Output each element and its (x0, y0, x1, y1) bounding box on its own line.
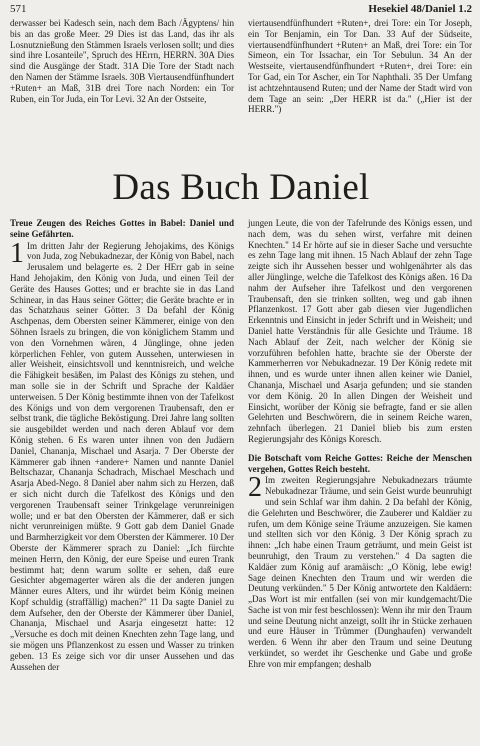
chapter-number-1: 1 (10, 237, 24, 269)
page-header (10, 0, 472, 18)
hesekiel-left-text: derwasser bei Kadesch sein, nach dem Bach /Ägyptens/ hin bis an das große Meer. 29 Dies ist das Land, das ihr als Losnutznießung den Stämmen Israels verlosen sollt; und dies sind ihre Losanteile", Spruch des HErrn, HERRN. 30A Dies sind die Ausgänge der Stadt. 31A Die Tore der Stadt nach den Namen der Stämme Israels. 30B Viertausendfünfhundert +Ruten+ an Maß, 31B drei Tore nach Norden: ein Tor Ruben, ein Tor Juda, ein Tor Levi. 32 An der Ostseite, (10, 18, 234, 104)
section-heading-1: Treue Zeugen des Reiches Gottes in Babel: Daniel und seine Gefährten. (10, 218, 234, 239)
section-heading-2: Die Botschaft vom Reiche Gottes: Reiche der Menschen vergehen, Gottes Reich besteht. (248, 452, 472, 474)
daniel-left-column (10, 218, 234, 746)
hesekiel-right-column (248, 18, 472, 158)
daniel-right-column (248, 218, 472, 746)
chapter-number-2: 2 (248, 472, 262, 504)
hesekiel-left-column (10, 18, 234, 158)
bible-page (10, 0, 472, 719)
hesekiel-right-text: viertausendfünfhundert +Ruten+, drei Tore: ein Tor Joseph, ein Tor Benjamin, ein Tor Dan. 33 Auf der Südseite, viertausendfünfhundert +Ruten+ an Maß, drei Tore: ein Tor Simeon, ein Tor Issachar, ein Tor Sebulun. 34 An der Westseite, viertausendfünfhundert +Ruten+, drei Tore: ein Tor Gad, ein Tor Ascher, ein Tor Naphthali. 35 Der Umfang ist achtzehntausend Ruten; und der Name der Stadt wird von dem Tage an sein: „Der HERR ist da." („Hier ist der HERR.") (248, 18, 472, 115)
chapter-1-paragraph (10, 237, 234, 673)
chapter-1-text-left: Im dritten Jahr der Regierung Jehojakims, des Königs von Juda, zog Nebukadnezar, der König von Babel, nach Jerusalem und belagerte es. 2 Der HErr gab in seine Hand Jehojakim, den König von Juda, und einen Teil der Geräte des Hauses Gottes; und er brachte sie in das Land Schinear, in das Haus seiner Götter; die Geräte brachte er in das Schatzhaus seiner Götter. 3 Da befahl der König Aschpenas, dem Obersten seiner Kämmerer, einige von den Söhnen Israels zu bringen, die von königlichem Stamm und von den Vornehmen wären, 4 Jünglinge, ohne jeden körperlichen Fehler, von gutem Aussehen, unterwiesen in aller Weisheit, einsichtsvoll und kenntnisreich, und welche die Fähigkeit besäßen, im Palast des Königs zu stehen, und man solle sie in der Schrift und Sprache der Kaldäer unterweisen. 5 Der König bestimmte ihnen von der Tafelkost des Königs und von dem vergorenen Traubensaft, den er selbst trank, die tägliche Beköstigung. Drei Jahre lang sollten sie ausgebildet werden und nach deren Ablauf vor dem König stehen. 6 Es waren unter ihnen von den Judäern Daniel, Chananja, Mischael und Asarja. 7 Der Oberste der Kämmerer gab ihnen +andere+ Namen und nannte Daniel Beltschazar, Chananja Schadrach, Mischael Meschach und Asarja Abed-Nego. 8 Daniel aber nahm sich zu Herzen, daß er sich nicht durch die Tafelkost des Königs und den vergorenen Traubensaft seiner Trinkgelage verunreinigen wolle; und er bat den Obersten der Kämmerer, daß er sich nicht verunreinigen müßte. 9 Gott gab dem Daniel Gnade und Barmherzigkeit vor dem Obersten der Kämmerer. 10 Der Oberste der Kämmerer sprach zu Daniel: „Ich fürchte meinen Herrn, den König, der eure Speise und euren Trank bestimmt hat; denn warum sollte er sehen, daß eure Gesichter abgemagerter wären als die der anderen jungen Männer eures Alters, und ihr würdet beim König meinen Kopf schuldig (straffällig) machen?" 11 Da sagte Daniel zu dem Aufseher, den der Oberste der Kämmerer über Daniel, Chananja, Mischael und Asarja eingesetzt hatte: 12 „Versuche es doch mit deinen Knechten zehn Tage lang, und sie mögen uns Pflanzenkost zu essen und Wasser zu trinken geben. 13 Es zeige sich vor dir unser Aussehen und das Aussehen der (10, 240, 234, 672)
chapter-2-text: Im zweiten Regierungsjahre Nebukadnezars träumte Nebukadnezar Träume, und sein Geist wurde beunruhigt und sein Schlaf war ihm dahin. 2 Da befahl der König, die Gelehrten und Beschwörer, die Zauberer und Kaldäer zu rufen, um dem Könige seine Träume anzuzeigen. Sie kamen und stellten sich vor den König. 3 Der König sprach zu ihnen: „Ich habe einen Traum geträumt, und mein Geist ist beunruhigt, den Traum zu verstehen." 4 Da sagten die Kaldäer zum König auf aramäisch: „O König, lebe ewig! Sage deinen Knechten den Traum und wir werden die Deutung verkünden." 5 Der König antwortete den Kaldäern: „Das Wort ist mir entfallen (sei von mir kundgemacht/Die Sache ist von mir fest beschlossen): Wenn ihr mir den Traum und seine Deutung nicht anzeigt, sollt ihr in Stücke zerhauen und eure Häuser in Trümmer (Dunghaufen) verwandelt werden. 6 Wenn ihr aber den Traum und seine Deutung verkündet, so werdet ihr Geschenke und Gabe und große Ehre von mir empfangen; deshalb (248, 475, 472, 669)
hesekiel-ending (10, 18, 472, 158)
running-title: Hesekiel 48/Daniel 1.2 (368, 3, 472, 15)
book-title: Das Buch Daniel (112, 167, 370, 208)
daniel-body (10, 218, 472, 746)
page-number: 571 (10, 3, 27, 15)
chapter-2-paragraph (248, 472, 472, 669)
chapter-1-text-right: jungen Leute, die von der Tafelrunde des Königs essen, und nach dem, was du sehen wirst, verfahre mit deinen Knechten." 14 Er hörte auf sie in dieser Sache und versuchte es zehn Tage lang mit ihnen. 15 Nach Ablauf der zehn Tage zeigte sich ihr Aussehen besser und wohlgenährter als das aller Jünglinge, welche die Tafelkost des Königs aßen. 16 Da nahm der Aufseher ihre Tafelkost und den vergorenen Traubensaft, den sie trinken sollten, weg und gab ihnen Pflanzenkost. 17 Gott aber gab diesen vier Jugendlichen Erkenntnis und Einsicht in jeder Schrift und in Weisheit; und Daniel hatte Verständnis für alle Gesichte und Träume. 18 Nach Ablauf der Zeit, nach welcher der König sie vorzuführen befohlen hatte, brachte sie der Oberste der Kammerherren vor Nebukadnezar. 19 Der König redete mit ihnen, und es wurde unter ihnen allen keiner wie Daniel, Chananja, Mischael und Asarja gefunden; und sie standen vor dem König. 20 In allen Dingen der Weisheit und Einsicht, worüber der König sie befragte, fand er sie allen Gelehrten und Beschwörern, die in seinem Reiche waren, zehnfach überlegen. 21 Daniel blieb bis zum ersten Regierungsjahr des Königs Koresch. (248, 218, 472, 444)
